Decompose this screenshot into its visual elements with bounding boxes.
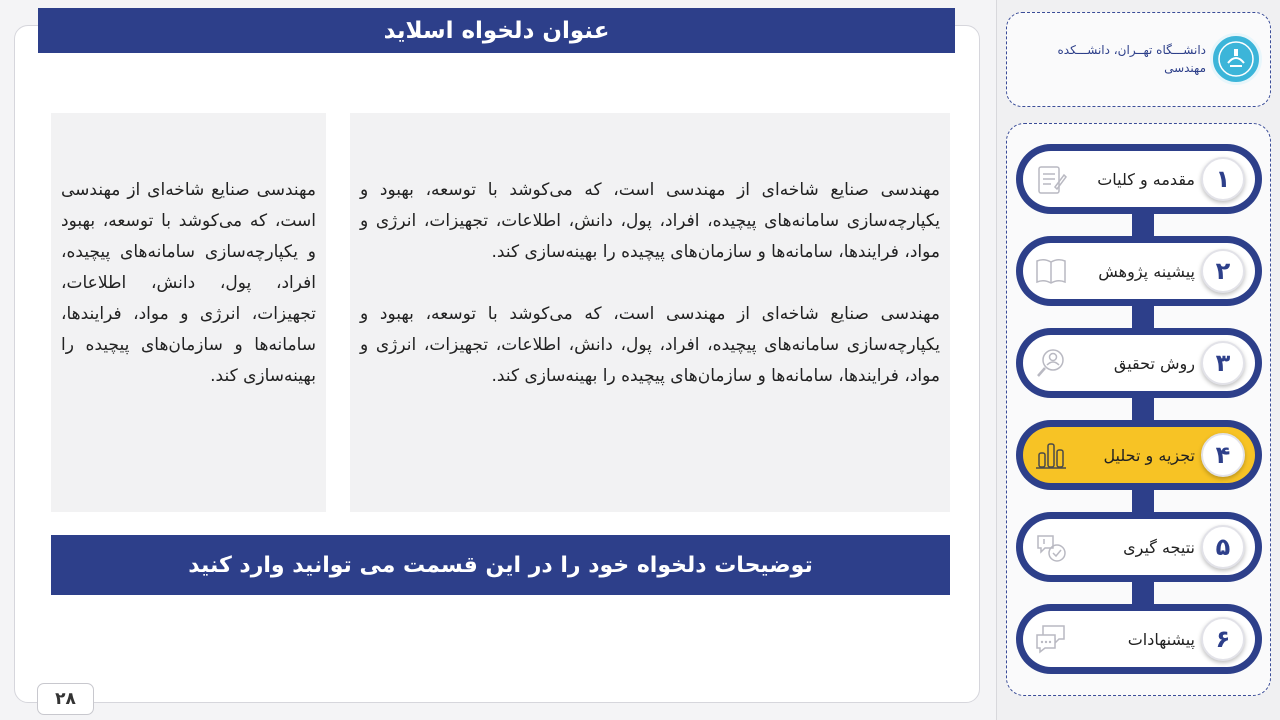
bar-chart-icon — [1033, 437, 1069, 473]
connector — [1132, 211, 1154, 237]
book-icon — [1033, 253, 1069, 289]
university-logo-icon — [1210, 33, 1262, 85]
menu-item-literature[interactable] — [1016, 236, 1262, 306]
menu-item-suggestions[interactable] — [1016, 604, 1262, 674]
page-number: ۲۸ — [37, 683, 94, 715]
connector — [1132, 579, 1154, 605]
menu-label: مقدمه و کلیات — [1097, 169, 1195, 189]
menu-number: ۵ — [1201, 525, 1245, 569]
menu-number: ۱ — [1201, 157, 1245, 201]
menu-label: پیشینه پژوهش — [1098, 261, 1195, 281]
menu-label: تجزیه و تحلیل — [1103, 445, 1195, 465]
content-box-left — [51, 113, 326, 512]
user-search-icon — [1033, 345, 1069, 381]
paragraph-2: مهندسی صنایع شاخه‌ای از مهندسی است، که می‌کوشد با توسعه، بهبود و یکپارچه‌سازی سامانه‌های پیچیده، افراد، پول، دانش، اطلاعات، تجهیزات، انرژی و مواد، فرایندها، سامانه‌ها و سازمان‌های پیچیده را بهینه‌سازی کند. — [360, 304, 940, 386]
connector — [1132, 487, 1154, 513]
connector — [1132, 303, 1154, 329]
menu-label: پیشنهادات — [1127, 629, 1195, 649]
menu-number: ۴ — [1201, 433, 1245, 477]
chat-bubbles-icon — [1033, 621, 1069, 657]
description-bar: توضیحات دلخواه خود را در این قسمت می توانید وارد کنید — [51, 535, 950, 595]
slide-title: عنوان دلخواه اسلاید — [38, 8, 955, 53]
side-paragraph: مهندسی صنایع شاخه‌ای از مهندسی است، که می‌کوشد با توسعه، بهبود و یکپارچه‌سازی سامانه‌های پیچیده، افراد، پول، دانش، اطلاعات، تجهیزات، انرژی و مواد، فرایندها، سامانه‌ها و سازمان‌های پیچیده را بهینه‌سازی کند. — [61, 180, 316, 386]
idea-check-icon — [1033, 529, 1069, 565]
menu-item-methodology[interactable] — [1016, 328, 1262, 398]
document-edit-icon — [1033, 161, 1069, 197]
connector — [1132, 395, 1154, 421]
menu-label: روش تحقیق — [1113, 353, 1195, 373]
menu-label: نتیجه گیری — [1123, 537, 1195, 557]
menu-number: ۶ — [1201, 617, 1245, 661]
menu-number: ۲ — [1201, 249, 1245, 293]
content-box-right — [350, 113, 950, 512]
paragraph-1: مهندسی صنایع شاخه‌ای از مهندسی است، که می‌کوشد با توسعه، بهبود و یکپارچه‌سازی سامانه‌های پیچیده، افراد، پول، دانش، اطلاعات، تجهیزات، انرژی و مواد، فرایندها، سامانه‌ها و سازمان‌های پیچیده را بهینه‌سازی کند. — [360, 180, 940, 262]
menu-number: ۳ — [1201, 341, 1245, 385]
menu-item-introduction[interactable] — [1016, 144, 1262, 214]
menu-item-conclusion[interactable] — [1016, 512, 1262, 582]
university-name: دانشـــگاه تهــران، دانشـــکده مهندسی — [1057, 43, 1206, 75]
university-header — [1006, 12, 1271, 107]
menu-item-analysis[interactable] — [1016, 420, 1262, 490]
